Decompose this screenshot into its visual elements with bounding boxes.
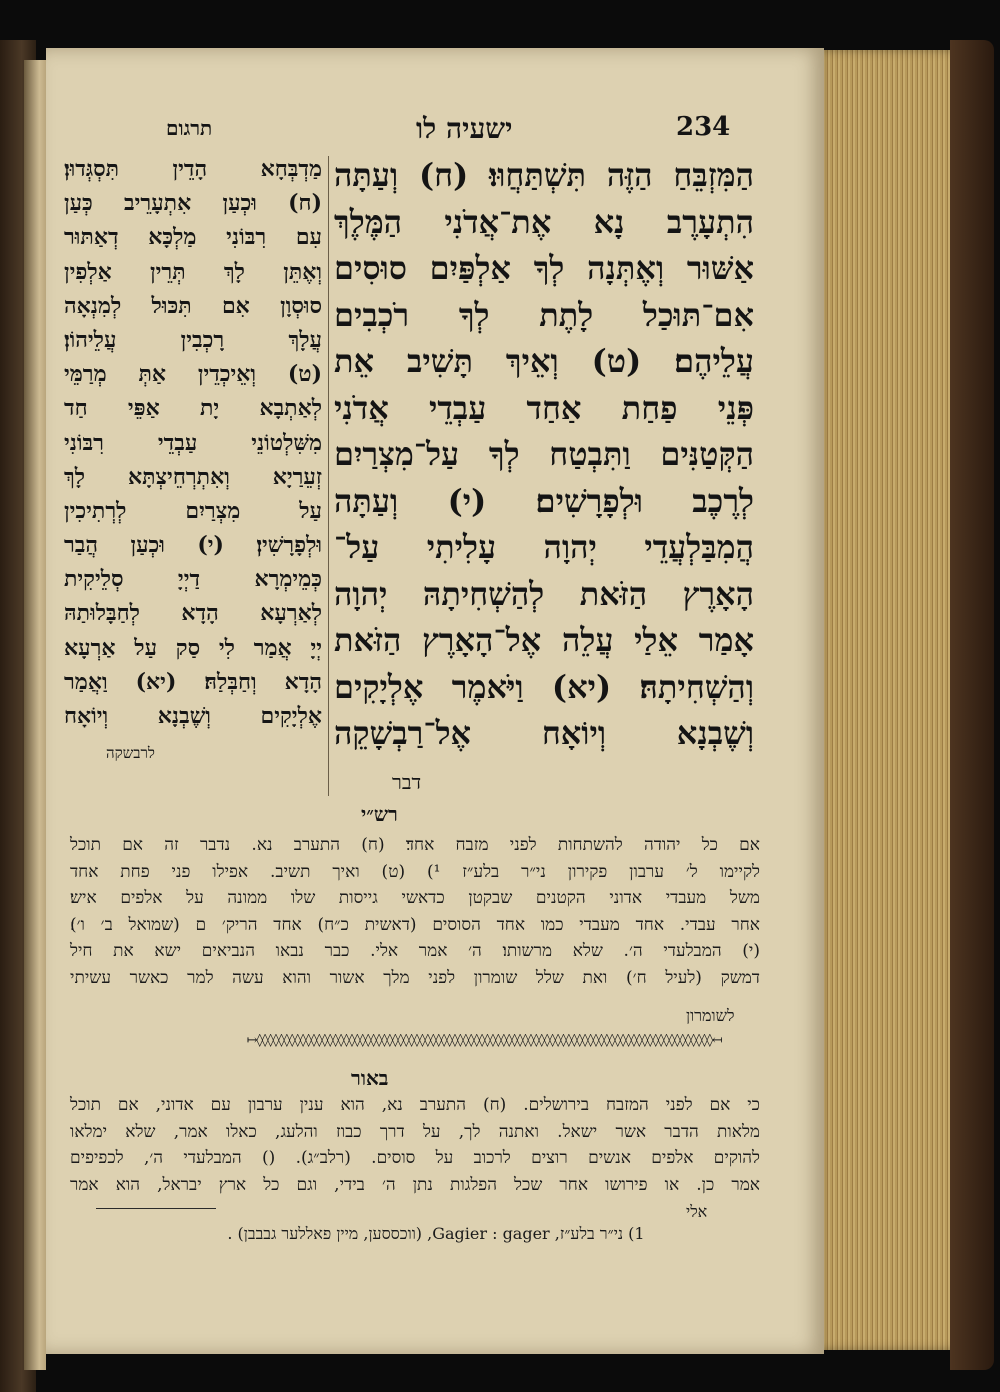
targum-line: עַל מִצְרַיִם לְרְתִיכִין — [64, 497, 322, 524]
targum-catchword: לרבשקה — [106, 744, 155, 762]
biur-line: מלאות הדבר אשר ישאל. ואתנה לך, על דרך כבוז והלעג, כאלו אמר, שלא ימלאו — [70, 1121, 760, 1142]
book-cover-right — [950, 40, 994, 1370]
targum-line: לְאַרְעָא הָדָא לְחַבָּלוּתַהּ — [64, 600, 322, 627]
main-text-line: הָאָרֶץ הַזֹּאת לְהַשְׁחִיתָהּ יְהוָה — [334, 574, 754, 613]
main-text-line: עֲלֵיהֶם׃ (ט) וְאֵיךְ תָּשִׁיב אֵת — [334, 342, 754, 380]
rashi-heading: רש״י — [361, 802, 398, 826]
targum-line: (ט) וְאֵיכְדֵין אַתְּ מְרַמֵּי — [64, 361, 322, 388]
rashi-catchword: לשומרון — [686, 1006, 735, 1025]
main-catchword: דבר — [392, 770, 422, 794]
targum-line: וְאֶתֵּן לָךְ תְּרֵין אַלְפִין — [64, 258, 322, 285]
book-page — [46, 48, 824, 1354]
running-head — [46, 112, 824, 152]
targum-line: כְּמֵימְרָא דַיְיָ סְלֵיקִית — [64, 566, 322, 593]
targum-line: זְעֵרַיָא וְאִתְרְחֵיצְתָּא לָךְ — [64, 463, 322, 490]
targum-line: אֶלְיָקִים וְשֶׁבְנָא וְיוֹאָח — [64, 703, 322, 729]
targum-line: יְיָ אֲמַר לִי סַק עַל אַרְעָא — [64, 634, 322, 661]
main-text-line: אָמַר אֵלַי עֲלֵה אֶל־הָאָרֶץ הַזֹּאת — [334, 621, 754, 659]
targum-line: הָדָא וְחַבְּלַהּ׃ (יא) וַאֲמַר — [64, 668, 322, 695]
targum-line: עֲלָךְ רָכְבִין עֲלֵיהוֹן׃ — [64, 326, 322, 353]
main-text-line: לְרֶכֶב וּלְפָרָשִׁים׃ (י) וְעַתָּה — [334, 481, 754, 520]
rashi-line: דמשק (לעיל ח׳) ואת שלל שומרון לפני מלך אשור והוא עשה למר כאשר עשיתי — [70, 967, 760, 988]
targum-label: תרגום — [166, 116, 213, 140]
main-text-line: הֲמִבַּלְעֲדֵי יְהוָה עָלִיתִי עַל־ — [334, 528, 754, 566]
targum-column — [64, 152, 322, 733]
targum-line: סוּסְוָן אִם תִּכּוּל לְמִנְאָה — [64, 292, 322, 319]
ornamental-divider: ↤◊◊◊◊◊◊◊◊◊◊◊◊◊◊◊◊◊◊◊◊◊◊◊◊◊◊◊◊◊◊◊◊◊◊◊◊◊◊◊◊◊◊◊◊◊◊◊◊◊◊◊◊◊◊◊◊◊◊◊◊◊◊◊◊◊◊◊◊◊◊◊◊◊◊◊◊◊◊◊◊◊◊◊◊↦ — [246, 1034, 722, 1048]
rashi-line: משל מעבדי אדוני הקטנים שבקטן כדאשי גייסות שלו ממונה על אלפים איש׃ — [70, 888, 760, 908]
book-title: ישעיה לו — [416, 112, 513, 145]
page-number: 234 — [676, 112, 731, 142]
biur-line: כי אם לפני המזבח בירושלים. (ח) התערב נא, הוא ענין ערבון עם אדוני, אם תוכל — [70, 1095, 760, 1115]
biur-commentary — [70, 1092, 760, 1198]
main-text-column — [334, 152, 754, 757]
targum-line: מִשִּׁלְטוֹנֵי עַבְדֵי רִבּוֹנִי — [64, 429, 322, 456]
rashi-line: אחר עבדי. אחד מעבדי כמו אחד הסוסים (דאשית כ״ח) אחד הריק׳ ם (שמואל ב׳ ו׳)׃ — [70, 914, 760, 935]
main-text-line: הִתְעָרֶב נָא אֶת־אֲדֹנִי הַמֶּלֶךְ — [334, 202, 754, 241]
targum-line: וּלְפָרָשִׁין׃ (י) וּכְעַן הֲבַר — [64, 532, 322, 559]
targum-line: מַדְבְּחָא הָדֵין תִּסְגְּדוּן׃ — [64, 156, 322, 182]
main-text-line: וְשֶׁבְנָא וְיוֹאָח אֶל־רַבְשָׁקֵה — [334, 714, 754, 752]
rashi-commentary — [70, 832, 760, 991]
biur-catchword: אלי — [686, 1202, 708, 1221]
rashi-line: אם כל יהודה להשתחות לפני מזבח אחד׃ (ח) התערב נא. נדבר זה אם תוכל — [70, 835, 760, 855]
main-text-line: פְּנֵי פַחַת אַחַד עַבְדֵי אֲדֹנִי — [334, 388, 754, 427]
main-text-line: הַמִּזְבֵּחַ הַזֶּה תִּשְׁתַּחֲוּוּ׃ (ח) וְעַתָּה — [334, 156, 754, 194]
rashi-line: לקיימו ל׳ ערבון פקירון ני״ר בלע״ז ¹) (ט) ואיך תשיב. אפילו פני פחת אחד — [70, 861, 760, 882]
footnote: 1) ני״ר בלע״ז, Gagier : gager, (ווכססען, מיין פאללער גבבבן) . — [227, 1224, 645, 1243]
main-text-line: אַשּׁוּר וְאֶתְּנָה לְךָ אַלְפַּיִם סוּסִים — [334, 249, 754, 287]
main-text-line: וְהַשְׁחִיתָהּ׃ (יא) וַיֹּאמֶר אֶלְיָקִים — [334, 667, 754, 706]
footnote-rule — [96, 1208, 216, 1209]
main-text-line: הַקְּטַנִּים וַתִּבְטַח לְךָ עַל־מִצְרַיִם — [334, 435, 754, 473]
previous-page-edge — [24, 60, 46, 1370]
targum-line: לְאַתְבָא יָת אַפֵּי חַד — [64, 395, 322, 422]
biur-heading: באור — [351, 1066, 389, 1090]
page-stack-edge — [815, 50, 955, 1350]
targum-line: (ח) וּכְעַן אִתְעָרֵיב כְּעַן — [64, 190, 322, 217]
targum-line: עִם רִבּוֹנִי מַלְכָּא דְאַתּוּר — [64, 224, 322, 251]
biur-line: אמר כן. או פירושו אחר שכל הפלגות נתן ה׳ בידי, וגם כל ארץ יבראל, הוא אמר — [70, 1174, 760, 1195]
rashi-line: (י) המבלעדי ה׳. שלא מרשותו׃ ה׳ אמר אלי. כבר נבאו הנביאים ישא את חיל — [70, 941, 760, 961]
main-text-line: אִם־תּוּכַל לָתֶת לְךָ רֹכְבִים — [334, 295, 754, 334]
biur-line: להוקים אלפים אנשים רוצים לרכוב על סוסים. (רלב״ג). () המבלעדי ה׳, לכפיפים — [70, 1148, 760, 1168]
column-divider — [328, 156, 329, 796]
